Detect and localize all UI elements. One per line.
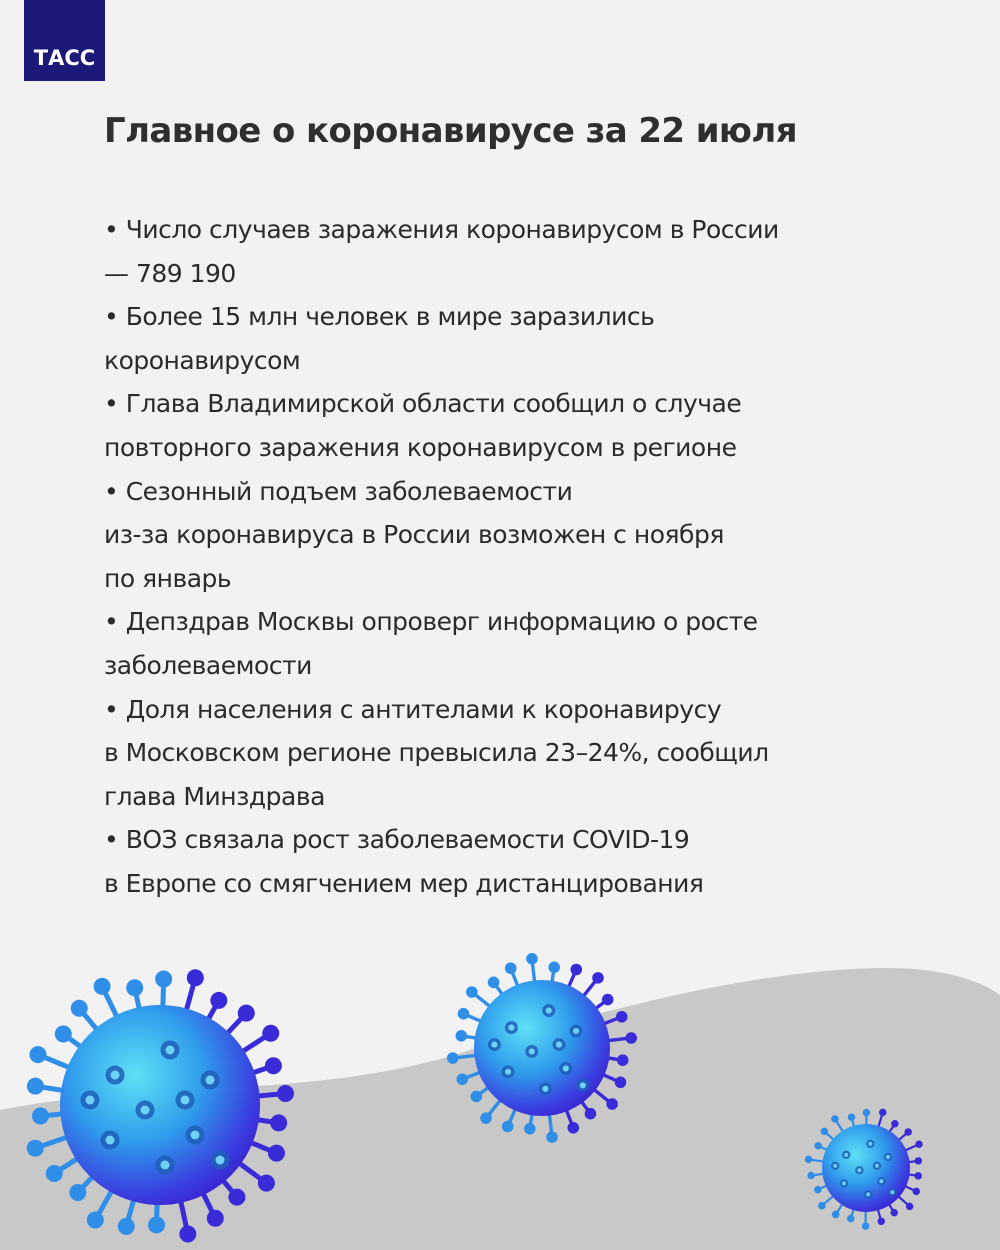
virus-illustration: [0, 940, 1000, 1250]
news-line: из-за коронавируса в России возможен с ноября: [104, 520, 724, 550]
news-line: повторного заражения коронавирусом в регионе: [104, 432, 737, 462]
news-line: • Депздрав Москвы опроверг информацию о росте: [104, 607, 758, 637]
news-line: • Более 15 млн человек в мире заразились: [104, 302, 655, 332]
news-list: [104, 208, 904, 906]
news-line: коронавирусом: [104, 345, 301, 375]
news-line: по январь: [104, 563, 232, 593]
news-line: в Европе со смягчением мер дистанцирования: [104, 868, 704, 898]
news-line: • Сезонный подъем заболеваемости: [104, 476, 573, 506]
news-line: • ВОЗ связала рост заболеваемости COVID-19: [104, 825, 690, 855]
page-title: Главное о коронавирусе за 22 июля: [104, 111, 797, 151]
news-line: в Московском регионе превысила 23–24%, сообщил: [104, 738, 769, 768]
news-line: • Число случаев заражения коронавирусом в России: [104, 215, 779, 244]
news-line: заболеваемости: [104, 650, 312, 680]
logo-text: ТАСС: [33, 46, 96, 70]
news-line: • Глава Владимирской области сообщил о случае: [104, 389, 742, 419]
news-line: • Доля населения с антителами к коронавирусу: [104, 694, 722, 724]
tass-logo: [24, 0, 105, 81]
news-line: глава Минздрава: [104, 781, 325, 811]
news-line: — 789 190: [104, 258, 236, 288]
